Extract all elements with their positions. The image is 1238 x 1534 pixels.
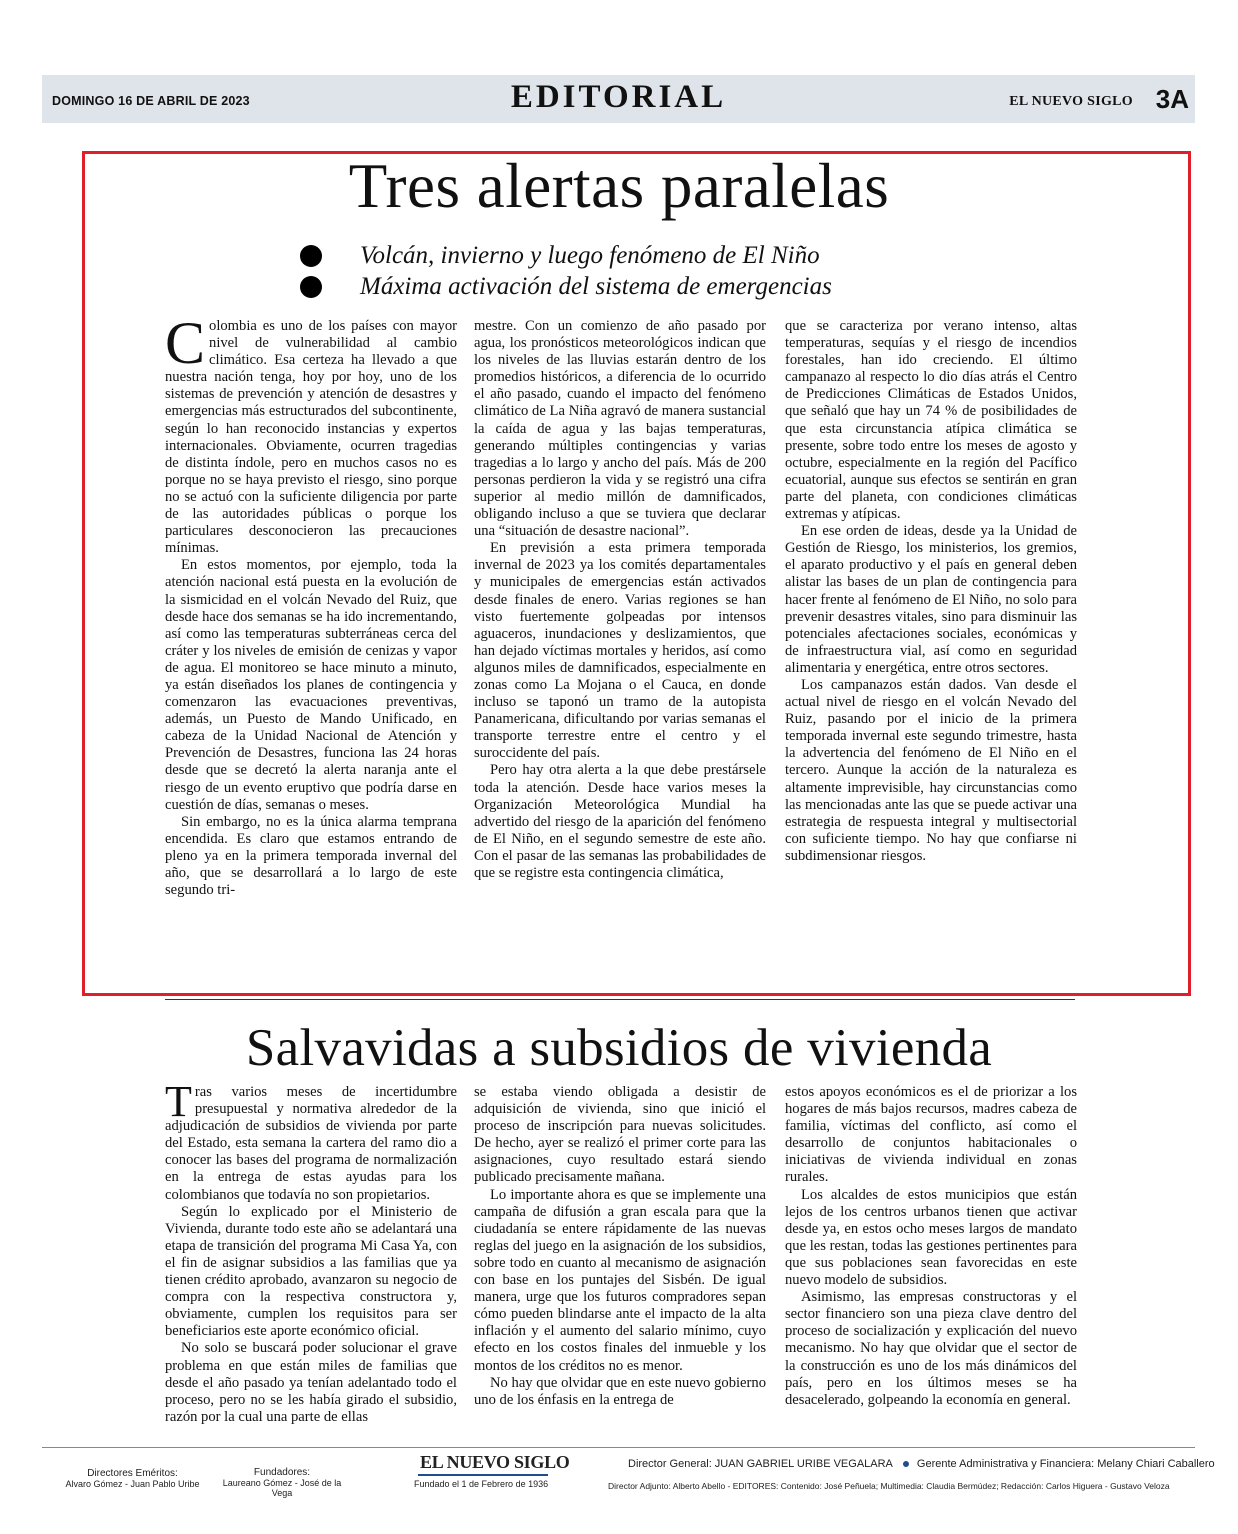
article1-column-2 bbox=[474, 318, 766, 882]
article1-column-3 bbox=[785, 318, 1077, 865]
emeritos-names: Alvaro Gómez - Juan Pablo Uribe bbox=[65, 1479, 200, 1489]
drop-cap: C bbox=[165, 310, 206, 376]
footer-brand-logo: EL NUEVO SIGLO bbox=[420, 1452, 570, 1472]
footer-fundadores bbox=[212, 1467, 352, 1498]
director-general: Director General: JUAN GABRIEL URIBE VEGALARA bbox=[628, 1458, 893, 1470]
article-paragraph: En previsión a esta primera temporada invernal de 2023 ya los comités departamentales y municipales de emergencias están activados desde finales de enero. Varias regiones se han visto fuertemente golpeadas por intensos aguaceros, inundaciones y deslizamientos, que han dejado víctimas mortales y heridos, así como algunos miles de damnificados, especialmente en zonas como La Mojana o el Cauca, en donde incluso se taponó un tramo de la autopista Panamericana, dificultando por varias semanas el transporte terrestre entre el centro y el suroccidente del país. bbox=[474, 540, 766, 762]
article-paragraph: En estos momentos, por ejemplo, toda la atención nacional está puesta en la evolución de la sismicidad en el volcán Nevado del Ruiz, que desde hace dos semanas se ha ido incrementando, así como las temperaturas subterráneas cerca del cráter y los niveles de emisión de cenizas y vapor de agua. El monitoreo se hace minuto a minuto, ya están diseñados los planes de contingencia y comenzaron las evacuaciones preventivas, además, un Puesto de Mando Unificado, en cabeza de la Unidad Nacional de Atención y Prevención de Desastres, funciona las 24 horas desde que se decretó la alerta naranja ante el riesgo de un evento eruptivo que podría darse en cuestión de días, semanas o meses. bbox=[165, 557, 457, 813]
article-paragraph: mestre. Con un comienzo de año pasado por agua, los pronósticos meteorológicos indican que los niveles de las lluvias estarán dentro de los promedios históricos, a diferencia de lo ocurrido el año pasado, cuando el impacto del fenómeno climático de La Niña agravó de manera sustancial la caída de agua y las bajas temperaturas, generando múltiples contingencias y varias tragedias a lo largo y ancho del país. Más de 200 personas perdieron la vida y se registró una cifra superior al medio millón de damnificados, obligando incluso a que se tuviera que declarar una “situación de desastre nacional”. bbox=[474, 318, 766, 540]
article-paragraph: Lo importante ahora es que se implemente una campaña de difusión a gran escala para que la ciudadanía se entere rápidamente de las nuevas reglas del juego en la asignación de los subsidios, sobre todo en cuanto al mecanismo de asignación con base en los puntajes del Sisbén. De igual manera, urge que los futuros compradores sepan cómo pueden blindarse ante el impacto de la alta inflación y el aumento del salario mínimo, cuyo efecto en los costos finales del inmueble y los montos de los créditos no es menor. bbox=[474, 1186, 766, 1374]
article-headline-salvavidas: Salvavidas a subsidios de vivienda bbox=[245, 1019, 993, 1077]
article-paragraph: Los campanazos están dados. Van desde el actual nivel de riesgo en el volcán Nevado del Ruiz, pasando por el inicio de la primera temporada invernal este segundo trimestre, hasta la advertencia del fenómeno de El Niño en el tercero. Aunque la acción de la naturaleza es altamente imprevisible, hay circunstancias como las mencionadas ante las que se puede activar una estrategia de respuesta integral y multisectorial con suficiente tiempo. No hay que confiarse ni subdimensionar riesgos. bbox=[785, 676, 1077, 864]
article2-column-2 bbox=[474, 1084, 766, 1409]
article-subheads bbox=[300, 240, 832, 302]
article-paragraph: Tras varios meses de incertidumbre presupuestal y normativa alrededor de la adjudicación de subsidios de vivienda por parte del Estado, esta semana la cartera del ramo dio a conocer las bases del programa de normalización en la entrega de estas ayudas para los colombianos que todavía no son propietarios. bbox=[165, 1077, 457, 1203]
subhead-item bbox=[300, 240, 832, 271]
article-paragraph: Asimismo, las empresas constructoras y el sector financiero son una pieza clave dentro del proceso de socialización y explicación del nuevo mecanismo. No hay que olvidar que el sector de la construcción es uno de los más dinámicos del país, pero en los últimos meses se ha desacelerado, golpeando la economía en general. bbox=[785, 1289, 1077, 1408]
page-number: 3A bbox=[1155, 84, 1189, 114]
bullet-dot-icon bbox=[300, 276, 322, 298]
fundadores-title: Fundadores: bbox=[253, 1467, 311, 1478]
article-headline-tres-alertas: Tres alertas paralelas bbox=[348, 151, 890, 221]
founded-date: Fundado el 1 de Febrero de 1936 bbox=[414, 1479, 549, 1489]
article2-column-1 bbox=[165, 1077, 457, 1426]
article-paragraph: estos apoyos económicos es el de priorizar a los hogares de más bajos recursos, madres cabeza de familia, víctimas del conflicto, así como el desarrollo de conjuntos habitacionales o iniciativas de vivienda individual en zonas rurales. bbox=[785, 1084, 1077, 1186]
issue-date: DOMINGO 16 DE ABRIL DE 2023 bbox=[52, 94, 250, 108]
gerente: Gerente Administrativa y Financiera: Melany Chiari Caballero bbox=[916, 1458, 1215, 1470]
footer-directors-line bbox=[628, 1458, 1215, 1470]
fundadores-names: Laureano Gómez - José de la Vega bbox=[222, 1478, 342, 1498]
article-paragraph: No solo se buscará poder solucionar el grave problema en que están miles de familias que desde el año pasado ya tenían adelantado todo el proceso, pero no se les había girado el subsidio, razón por la cual una parte de ellas bbox=[165, 1340, 457, 1425]
drop-cap: T bbox=[165, 1077, 192, 1126]
article2-column-3 bbox=[785, 1084, 1077, 1409]
subhead-text: Máxima activación del sistema de emergencias bbox=[360, 272, 832, 300]
article-paragraph: En ese orden de ideas, desde ya la Unidad de Gestión de Riesgo, los ministerios, los gremios, el aparato productivo y el país en general deben alistar las bases de un plan de contingencia para hacer frente al fenómeno de El Niño, no solo para prevenir desastres vitales, sino para disminuir las potenciales afectaciones sociales, económicas y de infraestructura vial, así como en seguridad alimentaria y energética, entre otros sectores. bbox=[785, 523, 1077, 676]
article1-column-1 bbox=[165, 310, 457, 899]
subhead-item bbox=[300, 271, 832, 302]
separator-dot-icon bbox=[903, 1461, 909, 1467]
article-paragraph: No hay que olvidar que en este nuevo gobierno uno de los énfasis en la entrega de bbox=[474, 1374, 766, 1408]
article-divider bbox=[165, 999, 1075, 1000]
article-paragraph: Sin embargo, no es la única alarma temprana encendida. Es claro que estamos entrando de pleno ya en la primera temporada invernal del año, que se desarrollará a lo largo de este segundo tri- bbox=[165, 813, 457, 899]
footer-emeritos bbox=[60, 1468, 205, 1489]
article-paragraph: se estaba viendo obligada a desistir de adquisición de vivienda, sino que inició el proceso de inscripción para nuevas solicitudes. De hecho, ayer se realizó el primer corte para las asignaciones, cuyo resultado estará siendo publicado precisamente mañana. bbox=[474, 1084, 766, 1186]
article-paragraph: Según lo explicado por el Ministerio de Vivienda, durante todo este año se adelantará una etapa de transición del programa Mi Casa Ya, con el fin de asignar subsidios a las familias que ya tienen crédito aprobado, avanzaron su negocio de compra con la respectiva constructora y, obviamente, cumplen los requisitos para ser beneficiarios este aporte económico oficial. bbox=[165, 1203, 457, 1340]
newspaper-brand: EL NUEVO SIGLO bbox=[1009, 94, 1133, 109]
brand-underline bbox=[418, 1474, 548, 1476]
emeritos-title: Directores Eméritos: bbox=[87, 1468, 178, 1479]
section-title: EDITORIAL bbox=[510, 79, 727, 115]
masthead-bar bbox=[42, 75, 1195, 123]
bullet-dot-icon bbox=[300, 245, 322, 267]
article-paragraph: Colombia es uno de los países con mayor nivel de vulnerabilidad al cambio climático. Esa certeza ha llevado a que nuestra nación tenga, hoy por hoy, uno de los sistemas de prevención y atención de desastres y emergencias más estructurados del subcontinente, según lo han reconocido instancias y expertos internacionales. Obviamente, ocurren tragedias de distinta índole, pero en muchos casos no es porque no se haya previsto el riesgo, sino porque no se actuó con la suficiente diligencia por parte de las autoridades públicas o porque los particulares desconocieron las precauciones mínimas. bbox=[165, 310, 457, 557]
article-paragraph: Pero hay otra alerta a la que debe prestársele toda la atención. Desde hace varios meses la Organización Meteorológica Mundial ha advertido del riesgo de la aparición del fenómeno de El Niño, en el segundo semestre de este año. Con el pasar de las semanas las probabilidades de que se registre esta contingencia climática, bbox=[474, 762, 766, 881]
subhead-text: Volcán, invierno y luego fenómeno de El Niño bbox=[360, 241, 820, 269]
article-paragraph: que se caracteriza por verano intenso, altas temperaturas, sequías y el riesgo de incendios forestales, han ido creciendo. El último campanazo al respecto lo dio días atrás el Centro de Predicciones Climáticas de Estados Unidos, que señaló que hay un 74 % de posibilidades de que esta circunstancia atípica climática se presente, sobre todo entre los meses de agosto y octubre, especialmente en la región del Pacífico ecuatorial, aunque sus efectos se sentirán en gran parte del planeta, con condiciones climáticas extremas y atípicas. bbox=[785, 318, 1077, 523]
footer-staff-line: Director Adjunto: Alberto Abello - EDITORES: Contenido: José Peñuela; Multimedia: Claudia Bermúdez; Redacción: Carlos Higuera - Gustavo Veloza bbox=[608, 1481, 1170, 1491]
article-paragraph: Los alcaldes de estos municipios que están lejos de los centros urbanos tienen que activar desde ya, en estos ocho meses largos de mandato que les restan, todas las gestiones pertinentes para que sus poblaciones sean favorecidas en este nuevo modelo de subsidios. bbox=[785, 1186, 1077, 1289]
footer-rule bbox=[42, 1447, 1195, 1448]
